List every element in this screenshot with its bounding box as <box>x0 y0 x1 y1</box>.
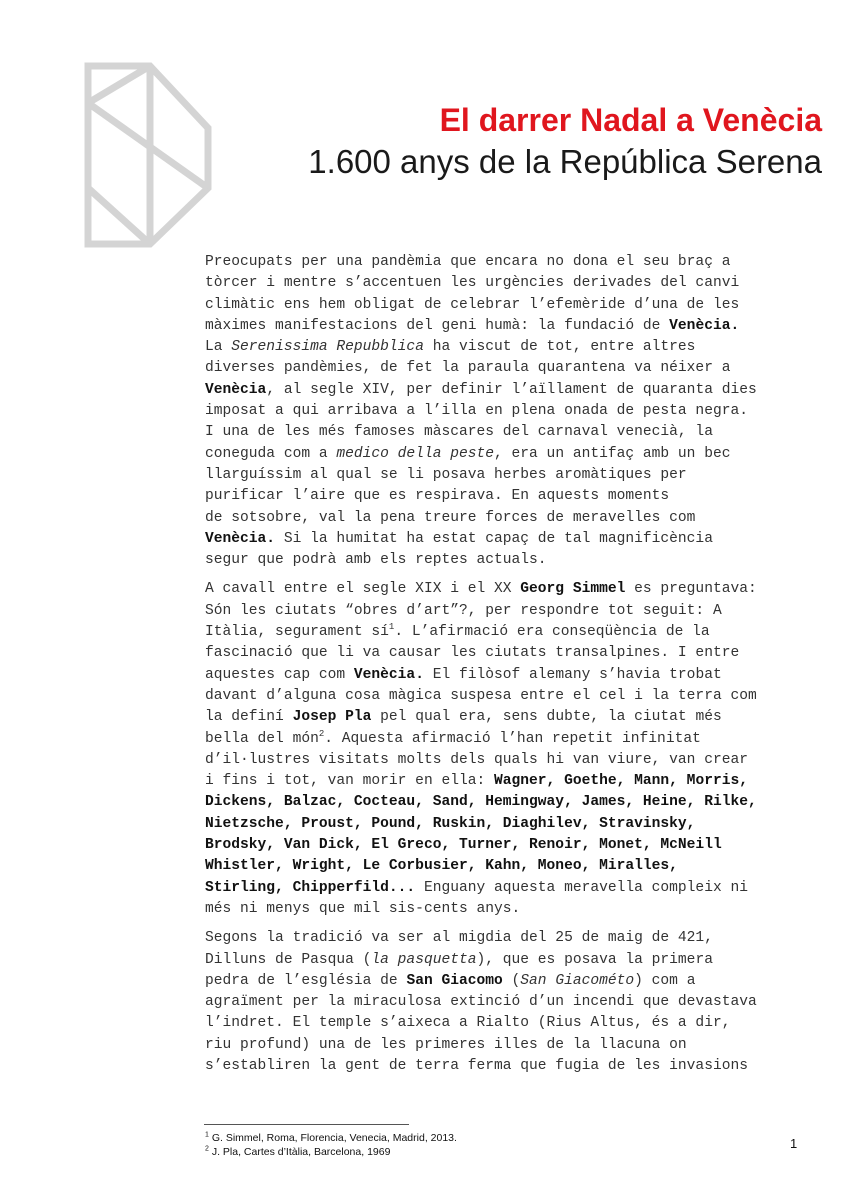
text-line <box>205 550 805 571</box>
text-run: i fins i tot, van morir en ella: <box>205 773 495 790</box>
text-run: es preguntava: <box>625 581 757 598</box>
text-line <box>205 899 805 920</box>
text-run: Nietzsche, Proust, Pound, Ruskin, Diaghilev, Stravinsky, <box>205 815 696 832</box>
text-run: ) com a <box>634 972 696 989</box>
text-line <box>205 465 805 486</box>
text-run: San Giacométo <box>520 972 635 989</box>
text-line <box>205 814 805 835</box>
text-line <box>205 252 805 273</box>
text-run: Venècia. <box>669 317 740 334</box>
text-line <box>205 401 805 422</box>
text-line <box>205 686 805 707</box>
text-line <box>205 707 805 728</box>
text-run: agraïment per la miraculosa extinció d’un incendi que devastava <box>205 994 757 1011</box>
paragraph <box>205 928 805 1077</box>
text-line <box>205 486 805 507</box>
text-run: fascinació que li va causar les ciutats transalpines. I entre <box>205 645 740 662</box>
text-run: Serenissima Repubblica <box>231 339 424 356</box>
text-run: Venècia. <box>353 666 424 683</box>
text-run: imposat a qui arribava a l’illa en plena onada de pesta negra. <box>205 403 748 420</box>
footnote-divider <box>204 1124 409 1125</box>
document-subtitle: 1.600 anys de la República Serena <box>308 143 822 180</box>
text-run: Stirling, Chipperfild... <box>205 879 416 896</box>
footnotes <box>205 1131 457 1159</box>
text-run: de sotsobre, val la pena treure forces de meravelles com <box>205 509 696 526</box>
text-line <box>205 1035 805 1056</box>
text-run: Wagner, Goethe, Mann, Morris, <box>494 773 748 790</box>
text-run: Dilluns de Pasqua ( <box>205 951 372 968</box>
text-run: coneguda com a <box>205 445 337 462</box>
text-run: s’establiren la gent de terra ferma que fugia de les invasions <box>205 1057 748 1074</box>
article-body <box>205 252 805 1085</box>
text-run: la definí <box>205 709 293 726</box>
text-line <box>205 729 805 750</box>
footnote-text: J. Pla, Cartes d’Itàlia, Barcelona, 1969 <box>208 1146 391 1158</box>
geometric-d-logo-icon <box>80 58 216 250</box>
text-run: Si la humitat ha estat capaç de tal magnificència <box>275 530 713 547</box>
footnote-number: 1 <box>205 1131 209 1139</box>
text-line <box>205 771 805 792</box>
page-number: 1 <box>790 1136 798 1151</box>
text-line <box>205 579 805 600</box>
text-run: . L’afirmació era conseqüència de la <box>394 624 710 641</box>
text-run: davant d’alguna cosa màgica suspesa entre el cel i la terra com <box>205 687 757 704</box>
text-line <box>205 750 805 771</box>
text-run: La <box>205 339 232 356</box>
text-line <box>205 1013 805 1034</box>
text-line <box>205 358 805 379</box>
text-line <box>205 295 805 316</box>
text-run: ha viscut de tot, entre altres <box>423 339 696 356</box>
text-run: Segons la tradició va ser al migdia del 25 de maig de 421, <box>205 930 713 947</box>
text-run: diverses pandèmies, de fet la paraula quarantena va néixer a <box>205 360 731 377</box>
text-run: l’indret. El temple s’aixeca a Rialto (Rius Altus, és a dir, <box>205 1015 731 1032</box>
text-run: Whistler, Wright, Le Corbusier, Kahn, Moneo, Miralles, <box>205 858 678 875</box>
text-line <box>205 601 805 622</box>
text-line <box>205 992 805 1013</box>
text-run: climàtic ens hem obligat de celebrar l’efemèride d’una de les <box>205 296 740 313</box>
header <box>308 100 822 184</box>
text-line <box>205 856 805 877</box>
text-line <box>205 950 805 971</box>
text-line <box>205 316 805 337</box>
text-line <box>205 337 805 358</box>
text-line <box>205 878 805 899</box>
text-line <box>205 665 805 686</box>
text-run: la pasquetta <box>371 951 477 968</box>
text-run: Preocupats per una pandèmia que encara no dona el seu braç a <box>205 254 731 270</box>
text-line <box>205 835 805 856</box>
text-run: Venècia. <box>205 530 276 547</box>
text-run: , al segle XIV, per definir l’aïllament de quaranta dies <box>266 381 757 398</box>
footnote-number: 2 <box>205 1145 209 1153</box>
text-run: pedra de l’església de <box>205 972 407 989</box>
text-line <box>205 971 805 992</box>
text-run: , era un antifaç amb un bec <box>494 445 731 462</box>
text-run: ( <box>502 972 521 989</box>
text-line <box>205 422 805 443</box>
text-run: bella del món <box>205 730 319 747</box>
text-line <box>205 1056 805 1077</box>
text-run: Josep Pla <box>292 709 372 726</box>
text-run: d’il·lustres visitats molts dels quals hi van viure, van crear <box>205 751 748 768</box>
text-run: aquestes cap com <box>205 666 354 683</box>
text-run: ), que es posava la primera <box>476 951 713 968</box>
text-run: I una de les més famoses màscares del carnaval venecià, la <box>205 424 713 441</box>
text-line <box>205 380 805 401</box>
text-run: tòrcer i mentre s’accentuen les urgències derivades del canvi <box>205 275 740 292</box>
text-line <box>205 273 805 294</box>
text-run: Enguany aquesta meravella compleix ni <box>415 879 748 896</box>
text-run: El filòsof alemany s’havia trobat <box>423 666 722 683</box>
text-run: llarguíssim al qual se li posava herbes aromàtiques per <box>205 466 687 483</box>
text-line <box>205 622 805 643</box>
text-run: San Giacomo <box>406 972 503 989</box>
text-run: Dickens, Balzac, Cocteau, Sand, Hemingway, James, Heine, Rilke, <box>205 794 757 811</box>
text-run: purificar l’aire que es respirava. En aquests moments <box>205 488 670 505</box>
text-run: Venècia <box>205 381 267 398</box>
text-line <box>205 792 805 813</box>
text-run: . Aquesta afirmació l’han repetit infinitat <box>324 730 701 747</box>
footnote-text: G. Simmel, Roma, Florencia, Venecia, Madrid, 2013. <box>208 1132 457 1144</box>
footnote-ref: 2 <box>318 728 325 739</box>
text-run: Georg Simmel <box>520 581 626 598</box>
text-run: pel qual era, sens dubte, la ciutat més <box>371 709 722 726</box>
paragraph <box>205 252 805 571</box>
text-run: segur que podrà amb els reptes actuals. <box>205 552 547 569</box>
footnote <box>205 1145 457 1159</box>
text-run: medico della peste <box>336 445 495 462</box>
text-run: riu profund) una de les primeres illes de la llacuna on <box>205 1036 687 1053</box>
text-run: Brodsky, Van Dick, El Greco, Turner, Renoir, Monet, McNeill <box>205 837 722 854</box>
text-line <box>205 643 805 664</box>
document-title: El darrer Nadal a Venècia <box>439 102 822 138</box>
footnote-ref: 1 <box>388 622 395 633</box>
text-run: màximes manifestacions del geni humà: la fundació de <box>205 317 670 334</box>
text-line <box>205 928 805 949</box>
text-run: A cavall entre el segle XIX i el XX <box>205 581 521 598</box>
text-line <box>205 529 805 550</box>
text-run: Itàlia, segurament sí <box>205 624 389 641</box>
paragraph <box>205 579 805 920</box>
text-line <box>205 444 805 465</box>
text-line <box>205 508 805 529</box>
footnote <box>205 1131 457 1145</box>
text-run: més ni menys que mil sis-cents anys. <box>205 900 521 917</box>
text-run: Són les ciutats “obres d’art”?, per respondre tot seguit: A <box>205 602 722 619</box>
